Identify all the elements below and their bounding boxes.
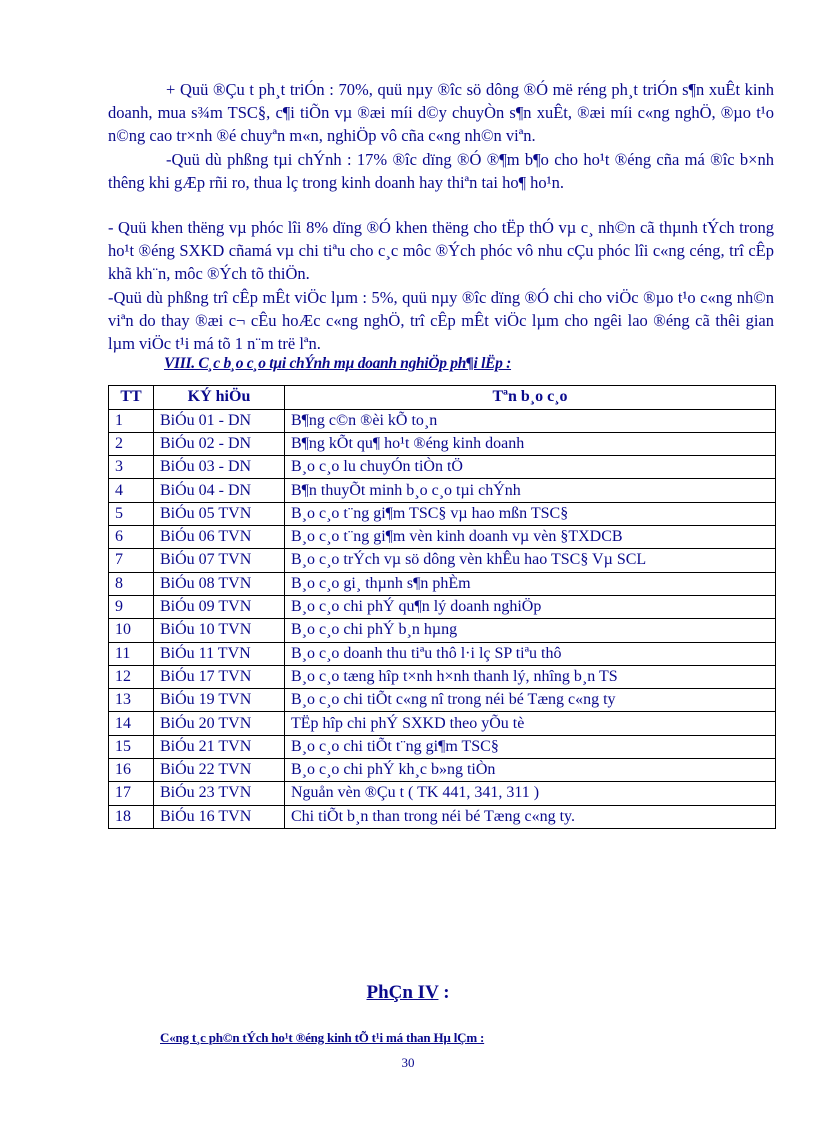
table-row [109, 572, 776, 595]
header-tt: TT [109, 386, 154, 409]
row-report-name: Chi tiÕt b¸n than trong néi bé Tæng c«ng ty. [285, 805, 776, 828]
row-report-name: B¸o c¸o chi tiÕt c«ng nî trong néi bé Tæng c«ng ty [285, 689, 776, 712]
row-number: 1 [109, 409, 154, 432]
row-code: BiÓu 05 TVN [154, 502, 285, 525]
row-report-name: B¸o c¸o doanh thu tiªu thô l·i lç SP tiªu thô [285, 642, 776, 665]
table-row [109, 619, 776, 642]
part-subtitle: C«ng t¸c ph©n tÝch ho¹t ®éng kinh tÕ t¹i má than Hµ lÇm : [160, 1030, 485, 1045]
table-header-row [109, 386, 776, 409]
row-code: BiÓu 07 TVN [154, 549, 285, 572]
table-row [109, 409, 776, 432]
row-number: 3 [109, 456, 154, 479]
table-row [109, 805, 776, 828]
paragraph-unemployment-fund: -Quü dù phßng trî cÊp mÊt viÖc lµm : 5%, quü nµy ®îc dïng ®Ó chi cho viÖc ®µo t¹o c«ng nh©n viªn do thay ®æi c¬ cÊu hoÆc c«ng nghÖ, trî cÊp mÊt viÖc lµm cho ngêi lao ®éng cã thêi gian lµm viÖc t¹i má tõ 1 n¨m trë lªn. [108, 287, 774, 354]
table-row [109, 479, 776, 502]
table-row [109, 502, 776, 525]
row-number: 4 [109, 479, 154, 502]
row-code: BiÓu 16 TVN [154, 805, 285, 828]
row-number: 7 [109, 549, 154, 572]
row-number: 10 [109, 619, 154, 642]
paragraph-investment-fund: + Quü ®Çu t ph¸t triÓn : 70%, quü nµy ®îc sö dông ®Ó më réng ph¸t triÓn s¶n xuÊt kinh doanh, mua s¾m TSC§, c¶i tiÕn vµ ®æi míi d©y chuyÒn s¶n xuÊt, ®æi míi c«ng nghÖ, ®µo t¹o n©ng cao tr×nh ®é chuyªn m«n, nghiÖp vô cña c«ng nh©n viªn. [108, 80, 774, 146]
row-report-name: B¸o c¸o gi¸ thµnh s¶n phÈm [285, 572, 776, 595]
row-report-name: B¶ng c©n ®èi kÕ to¸n [285, 409, 776, 432]
row-report-name: B¸o c¸o trÝch vµ sö dông vèn khÊu hao TSC§ Vµ SCL [285, 549, 776, 572]
row-code: BiÓu 02 - DN [154, 432, 285, 455]
part-title: PhÇn IV [366, 982, 439, 1003]
row-number: 15 [109, 735, 154, 758]
row-report-name: B¸o c¸o lu chuyÓn tiÒn tÖ [285, 456, 776, 479]
row-number: 9 [109, 595, 154, 618]
row-code: BiÓu 22 TVN [154, 758, 285, 781]
row-report-name: B¸o c¸o t¨ng gi¶m TSC§ vµ hao mßn TSC§ [285, 502, 776, 525]
header-report-name: Tªn b¸o c¸o [285, 386, 776, 409]
row-report-name: B¶ng kÕt qu¶ ho¹t ®éng kinh doanh [285, 432, 776, 455]
row-number: 6 [109, 526, 154, 549]
table-row [109, 526, 776, 549]
row-report-name: B¸o c¸o chi phÝ b¸n hµng [285, 619, 776, 642]
row-code: BiÓu 09 TVN [154, 595, 285, 618]
table-row [109, 665, 776, 688]
header-code: KÝ hiÖu [154, 386, 285, 409]
row-number: 13 [109, 689, 154, 712]
part-colon: : [438, 982, 450, 1003]
row-number: 11 [109, 642, 154, 665]
row-code: BiÓu 11 TVN [154, 642, 285, 665]
table-row [109, 758, 776, 781]
row-code: BiÓu 19 TVN [154, 689, 285, 712]
row-code: BiÓu 03 - DN [154, 456, 285, 479]
row-number: 12 [109, 665, 154, 688]
row-number: 8 [109, 572, 154, 595]
row-report-name: Nguån vèn ®Çu t ( TK 441, 341, 311 ) [285, 782, 776, 805]
row-number: 2 [109, 432, 154, 455]
row-code: BiÓu 23 TVN [154, 782, 285, 805]
table-row [109, 456, 776, 479]
row-number: 16 [109, 758, 154, 781]
row-report-name: B¸o c¸o t¨ng gi¶m vèn kinh doanh vµ vèn §TXDCB [285, 526, 776, 549]
table-row [109, 735, 776, 758]
table-row [109, 642, 776, 665]
paragraph-reserve-fund: -Quü dù phßng tµi chÝnh : 17% ®îc dïng ®Ó ®¶m b¶o cho ho¹t ®éng cña má ®îc b×nh thêng khi gÆp rñi ro, thua lç trong kinh doanh hay thiªn tai ho¶ ho¹n. [108, 149, 774, 192]
row-code: BiÓu 01 - DN [154, 409, 285, 432]
row-report-name: B¸o c¸o tæng hîp t×nh h×nh thanh lý, nhîng b¸n TS [285, 665, 776, 688]
row-report-name: B¸o c¸o chi phÝ kh¸c b»ng tiÒn [285, 758, 776, 781]
table-row [109, 782, 776, 805]
part-heading [0, 982, 816, 1004]
table-row [109, 712, 776, 735]
row-code: BiÓu 04 - DN [154, 479, 285, 502]
table-row [109, 689, 776, 712]
row-report-name: B¸o c¸o chi tiÕt t¨ng gi¶m TSC§ [285, 735, 776, 758]
row-code: BiÓu 17 TVN [154, 665, 285, 688]
row-code: BiÓu 08 TVN [154, 572, 285, 595]
row-number: 17 [109, 782, 154, 805]
row-report-name: TËp hîp chi phÝ SXKD theo yÕu tè [285, 712, 776, 735]
table-row [109, 595, 776, 618]
financial-reports-table [108, 385, 776, 829]
spacer [108, 194, 774, 216]
page-number: 30 [401, 1055, 415, 1070]
row-number: 14 [109, 712, 154, 735]
paragraph-reward-fund: - Quü khen thëng vµ phóc lîi 8% dïng ®Ó khen thëng cho tËp thÓ vµ c¸ nh©n cã thµnh tÝch trong ho¹t ®éng SXKD cñamá vµ chi tiªu cho c¸c môc ®Ých phóc vô nhu cÇu phóc lîi c«ng céng, trî cÊp khã kh¨n, môc ®Ých tõ thiÖn. [108, 218, 774, 284]
row-code: BiÓu 06 TVN [154, 526, 285, 549]
table-body [109, 409, 776, 828]
table-row [109, 432, 776, 455]
row-number: 5 [109, 502, 154, 525]
row-code: BiÓu 21 TVN [154, 735, 285, 758]
document-body [108, 78, 774, 829]
section-heading: VIII. C¸c b¸o c¸o tµi chÝnh mµ doanh nghiÖp ph¶i lËp : [164, 355, 512, 373]
row-number: 18 [109, 805, 154, 828]
row-report-name: B¸o c¸o chi phÝ qu¶n lý doanh nghiÖp [285, 595, 776, 618]
table-row [109, 549, 776, 572]
row-report-name: B¶n thuyÕt minh b¸o c¸o tµi chÝnh [285, 479, 776, 502]
row-code: BiÓu 10 TVN [154, 619, 285, 642]
row-code: BiÓu 20 TVN [154, 712, 285, 735]
